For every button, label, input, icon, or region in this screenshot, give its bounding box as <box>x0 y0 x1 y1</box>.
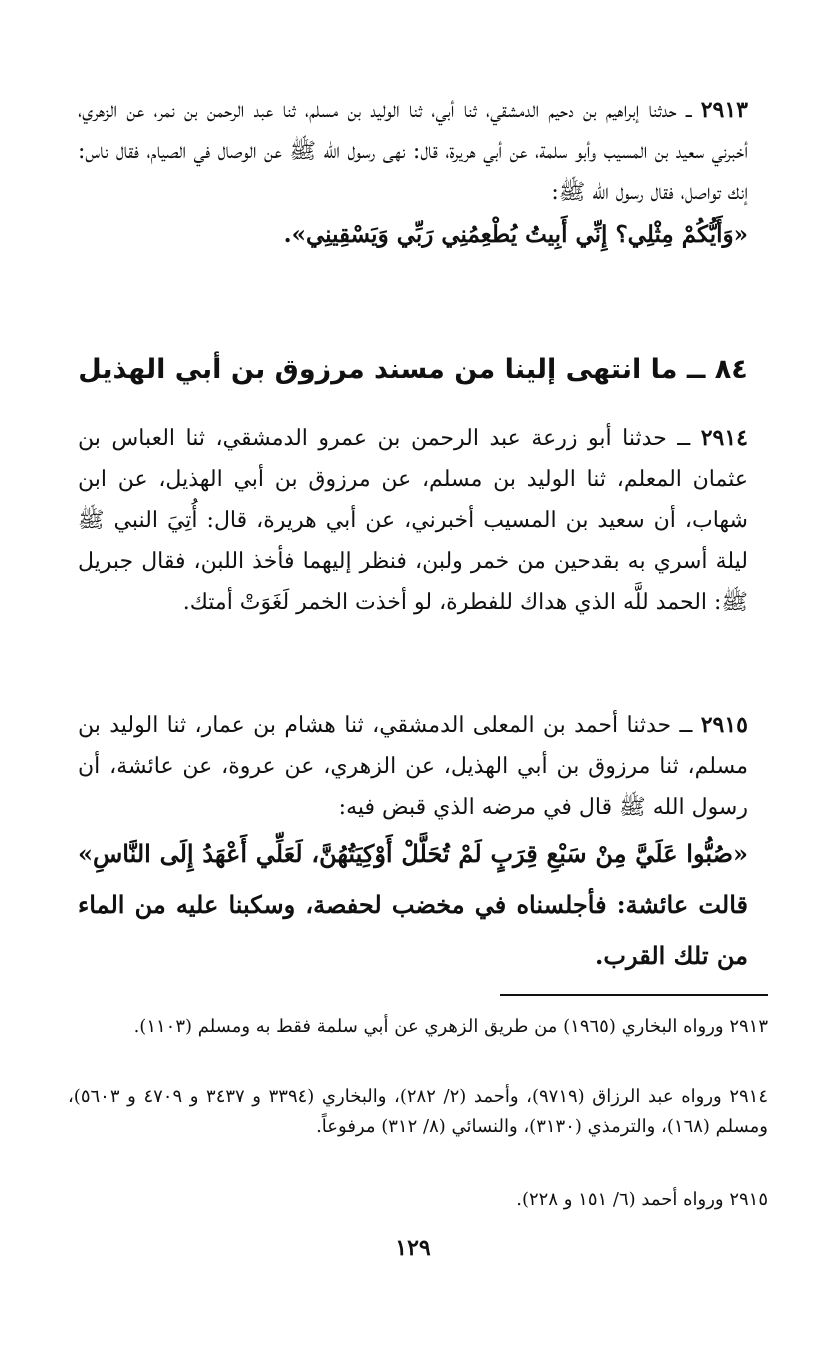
footnote-2913: ٢٩١٣ ورواه البخاري (١٩٦٥) من طريق الزهري عن أبي سلمة فقط به ومسلم (١١٠٣). <box>133 1016 768 1037</box>
hadith-2914 <box>78 418 748 623</box>
hadith-number: ٢٩١٣ <box>700 97 748 123</box>
hadith-2913 <box>78 90 748 257</box>
hadith-body: ــ حدثنا إبراهيم بن دحيم الدمشقي، ثنا أبي، ثنا الوليد بن مسلم، ثنا عبد الرحمن بن نمر، عن الزهري، أخبرني سعيد بن المسيب وأبو سلمة، عن أبي هريرة، قال: نهى رسول الله ﷺ عن الوصال في الصيام، فقال ناس: إنك تواصل، فقال رسول الله ﷺ: <box>78 98 748 205</box>
hadith-2915-quote: «صُبُّوا عَلَيَّ مِنْ سَبْعِ قِرَبٍ لَمْ تُحَلَّلْ أَوْكِيَتُهُنَّ، لَعَلِّي أَعْهَدُ إِلَى النَّاسِ» قالت عائشة: فأجلسناه في مخضب لحفصة، وسكبنا عليه من الماء من تلك القرب. <box>78 839 748 970</box>
footnote-2914: ٢٩١٤ ورواه عبد الرزاق (٩٧١٩)، وأحمد (٢/ ٢٨٢)، والبخاري (٣٣٩٤ و ٣٤٣٧ و ٤٧٠٩ و ٥٦٠٣)، ومسلم (١٦٨)، والترمذي (٣١٣٠)، والنسائي (٨/ ٣١٢) مرفوعاً. <box>68 1086 769 1137</box>
hadith-2915-text <box>78 705 748 828</box>
hadith-2915 <box>78 705 748 981</box>
hadith-2913-quote: «وَأَيُّكُمْ مِثْلِي؟ إِنِّي أَبِيتُ يُطْعِمُنِي رَبِّي وَيَسْقِينِي». <box>283 221 748 248</box>
hadith-number: ٢٩١٥ <box>700 712 748 738</box>
section-heading: ٨٤ ــ ما انتهى إلينا من مسند مرزوق بن أبي الهذيل <box>78 354 748 385</box>
hadith-number: ٢٩١٤ <box>700 425 748 451</box>
hadith-2914-text <box>78 418 748 623</box>
hadith-body: ــ حدثنا أبو زرعة عبد الرحمن بن عمرو الدمشقي، ثنا العباس بن عثمان المعلم، ثنا الوليد بن مسلم، عن مرزوق بن أبي الهذيل، عن ابن شهاب، أن سعيد بن المسيب أخبرني، عن أبي هريرة، قال: أُتِيَ النبي ﷺ ليلة أسري به بقدحين من خمر ولبن، فنظر إليهما فأخذ اللبن، فقال جبريل ﷺ: الحمد للَّه الذي هداك للفطرة، لو أخذت الخمر لَغَوَتْ أمتك. <box>78 426 748 615</box>
footnote-divider <box>500 994 768 996</box>
hadith-body: ــ حدثنا أحمد بن المعلى الدمشقي، ثنا هشام بن عمار، ثنا الوليد بن مسلم، ثنا مرزوق بن أبي الهذيل، عن الزهري، عن عروة، عن عائشة، أن رسول الله ﷺ قال في مرضه الذي قبض فيه: <box>78 713 748 820</box>
footnote-2915: ٢٩١٥ ورواه أحمد (٦/ ١٥١ و ٢٢٨). <box>516 1189 768 1210</box>
hadith-2913-text <box>78 90 748 213</box>
page-number: ١٢٩ <box>395 1235 431 1261</box>
